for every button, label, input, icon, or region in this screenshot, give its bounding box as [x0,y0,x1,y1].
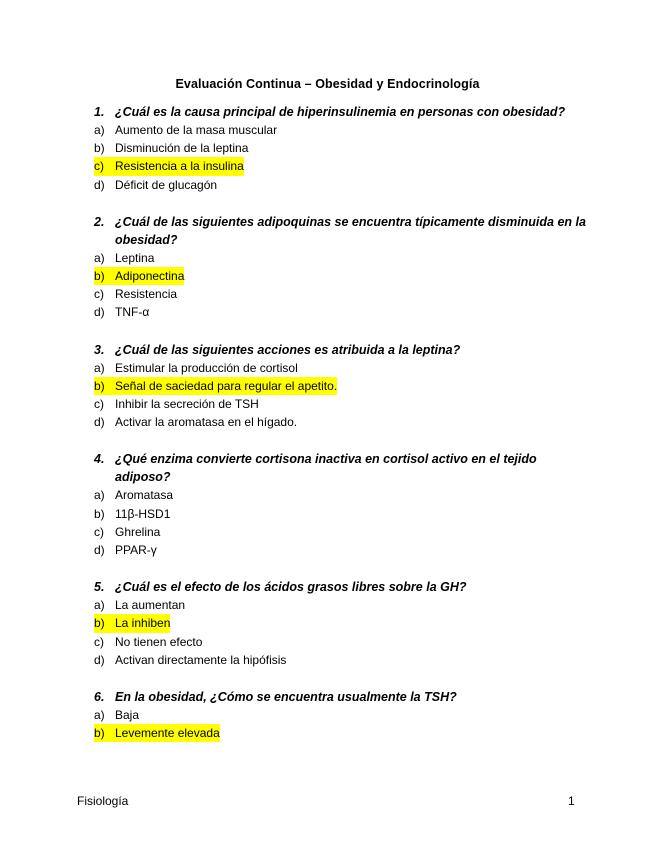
option-text: PPAR-γ [115,543,157,558]
option-letter: a) [94,598,105,613]
question-text: ¿Cuál de las siguientes acciones es atribuida a la leptina? [115,342,461,357]
answer-option [94,285,594,303]
option-letter: a) [94,488,105,503]
question-3 [94,341,594,432]
question-number: 4. [94,452,105,467]
question-number: 5. [94,580,105,595]
option-text: Resistencia [115,287,178,302]
answer-option-highlighted [94,267,594,285]
question-1 [94,103,594,194]
option-letter: d) [94,543,105,558]
option-text: Señal de saciedad para regular el apetito. [115,377,337,395]
option-text: 11β-HSD1 [115,506,171,521]
option-text: La inhiben [115,614,170,632]
page-title: Evaluación Continua – Obesidad y Endocrinología [175,77,480,91]
answer-option [94,541,594,559]
option-text: Activar la aromatasa en el hígado. [115,415,298,430]
question-2 [94,213,594,322]
question-text: ¿Cuál es la causa principal de hiperinsulinemia en personas con obesidad? [115,105,566,119]
option-letter: b) [94,377,115,395]
option-letter: b) [94,506,105,521]
option-text: Ghrelina [115,524,161,539]
answer-option [94,523,594,541]
option-letter: b) [94,267,115,285]
answer-option [94,651,594,669]
option-text: Aumento de la masa muscular [115,123,278,137]
answer-option-highlighted [94,724,594,742]
option-text: La aumentan [115,598,186,613]
option-text: Aromatasa [115,488,174,503]
answer-option [94,706,594,724]
option-text: Levemente elevada [115,724,220,742]
option-letter: a) [94,123,105,137]
option-text: Inhibir la secreción de TSH [115,397,259,412]
question-text: En la obesidad, ¿Cómo se encuentra usualmente la TSH? [115,690,457,705]
option-letter: d) [94,652,105,667]
question-6 [94,688,594,742]
option-letter: d) [94,177,105,192]
option-letter: a) [94,708,105,723]
option-letter: c) [94,397,104,412]
question-5 [94,578,594,669]
question-number: 3. [94,342,105,357]
page-number: 1 [568,794,575,808]
answer-option-highlighted [94,377,594,395]
answer-option [94,121,594,139]
question-number: 1. [94,105,105,119]
answer-option [94,139,594,157]
option-letter: b) [94,614,115,632]
option-text: Déficit de glucagón [115,177,218,192]
option-text: Resistencia a la insulina [115,157,244,175]
question-number: 6. [94,690,105,705]
answer-option [94,395,594,413]
question-heading [94,578,594,596]
footer-label: Fisiología [77,794,129,808]
answer-option [94,505,594,523]
option-letter: d) [94,305,105,320]
option-text: TNF-α [115,305,150,320]
option-letter: c) [94,524,104,539]
answer-option [94,359,594,377]
question-4 [94,450,594,559]
answer-option [94,303,594,321]
answer-option [94,413,594,431]
option-text: Estimular la producción de cortisol [115,360,298,375]
option-text: Leptina [115,250,155,265]
question-text: ¿Cuál es el efecto de los ácidos grasos libres sobre la GH? [115,580,467,595]
question-heading [94,341,594,359]
option-letter: b) [94,141,105,156]
question-heading [94,450,594,486]
option-letter: c) [94,287,104,302]
answer-option-highlighted [94,157,594,175]
question-heading [94,103,594,121]
question-heading [94,688,594,706]
answer-option [94,176,594,194]
answer-option [94,486,594,504]
option-letter: a) [94,250,105,265]
option-letter: d) [94,415,105,430]
question-number: 2. [94,214,105,229]
option-text: Activan directamente la hipófisis [115,652,287,667]
question-list [94,103,594,761]
option-letter: c) [94,634,104,649]
option-text: Adiponectina [115,267,184,285]
answer-option-highlighted [94,614,594,632]
option-letter: a) [94,360,105,375]
option-letter: b) [94,724,115,742]
question-heading [94,213,594,249]
option-text: No tienen efecto [115,634,203,649]
option-letter: c) [94,157,115,175]
answer-option [94,596,594,614]
option-text: Baja [115,708,140,723]
answer-option [94,249,594,267]
option-text: Disminución de la leptina [115,141,249,156]
question-text: ¿Qué enzima convierte cortisona inactiva en cortisol activo en el tejido adiposo? [115,452,537,485]
answer-option [94,633,594,651]
question-text: ¿Cuál de las siguientes adipoquinas se encuentra típicamente disminuida en la obesidad? [115,214,586,247]
